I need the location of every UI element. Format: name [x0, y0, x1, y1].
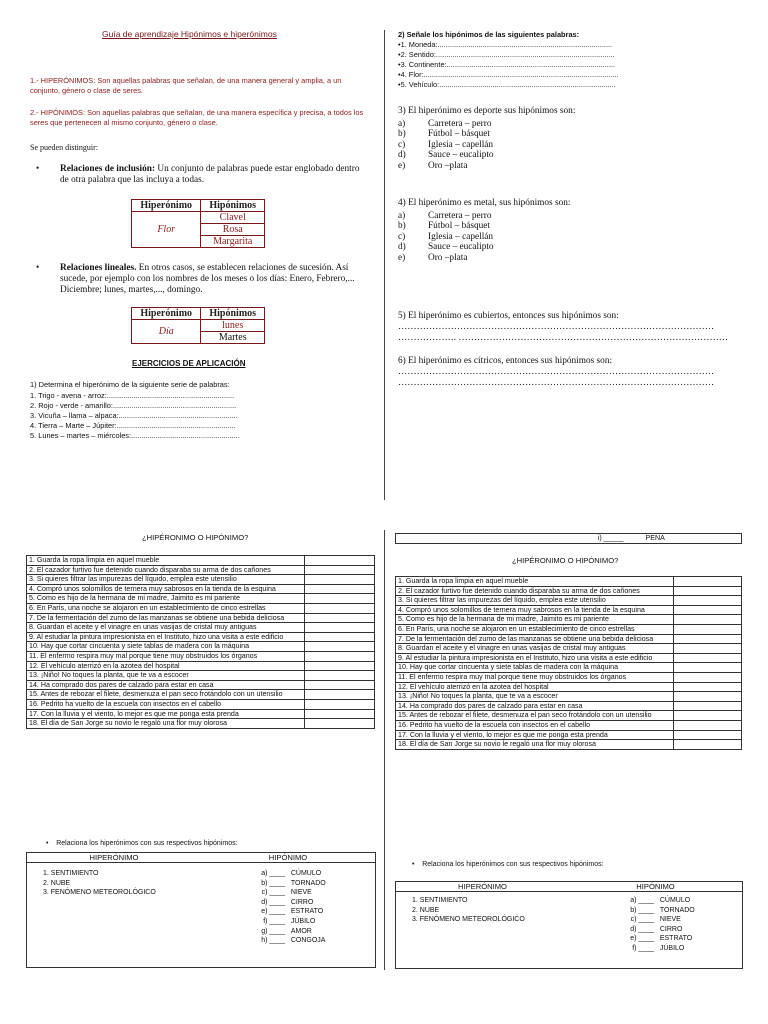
match-left-item: 3. FENÓMENO METEOROLÓGICO [412, 916, 525, 924]
exercise-2-item: •3. Continente:.................................................................................. [398, 60, 615, 69]
answer-cell[interactable] [674, 682, 742, 692]
answer-cell[interactable] [305, 632, 375, 642]
question-5-line: ………………. …………………………………………………………………………… [398, 333, 729, 343]
sentence-cell: 9. Al estudiar la pintura impresionista en el Instituto, hizo una visita a este edificio [27, 632, 305, 642]
match-word: JÚBILO [659, 944, 685, 952]
match-right-item [606, 934, 726, 944]
match-word: TORNADO [659, 906, 695, 914]
match-right-item [606, 896, 726, 906]
match-blank[interactable]: b) ____ [630, 906, 654, 914]
sentence-cell: 12. El vehículo aterrizó en la azotea del hospital [396, 682, 674, 692]
answer-cell[interactable] [305, 651, 375, 661]
table-row [396, 653, 742, 663]
sentence-cell: 8. Guardan el aceite y el vinagre en unas vasijas de cristal muy antiguas [27, 623, 305, 633]
option: d) Sauce – eucalipto [398, 242, 494, 252]
match-blank[interactable]: e) ____ [630, 935, 654, 943]
question-4 [398, 198, 738, 263]
match-blank[interactable]: d) ____ [630, 925, 654, 933]
sentence-cell: 2. El cazador furtivo fue detenido cuando disparaba su arma de dos cañones [396, 586, 674, 596]
table1-item: Clavel [201, 212, 265, 224]
match-right-list [606, 896, 726, 954]
answer-cell[interactable] [305, 661, 375, 671]
answer-cell[interactable] [674, 577, 742, 587]
exercise-2-item: •4. Flor:............................................................................................... [398, 70, 619, 79]
answer-cell[interactable] [674, 596, 742, 606]
option: c) Iglesia – capellán [398, 231, 494, 242]
table-row [396, 692, 742, 702]
match-right-item [606, 925, 726, 935]
answer-cell[interactable] [674, 711, 742, 721]
answer-cell[interactable] [674, 615, 742, 625]
exercise-1-item: 2. Rojo - verde - amarillo:............................................................ [30, 401, 237, 410]
answer-cell[interactable] [305, 680, 375, 690]
table-row [396, 701, 742, 711]
sentence-cell: 5. Como es hijo de la hermana de mi madre, Jaimito es mi pariente [27, 594, 305, 604]
match-blank[interactable]: e) ____ [261, 908, 285, 916]
exercise-2-title: 2) Señale los hipónimos de las siguientes palabras: [398, 30, 580, 39]
match-word: CÚMULO [659, 897, 691, 904]
question-3-options [398, 119, 738, 172]
exercise-1-list [30, 391, 360, 441]
option: a) Carretera – perro [398, 118, 492, 129]
match-left-item: 1. SENTIMIENTO [43, 870, 99, 877]
sentence-cell: 18. El día de San Jorge su novio le regaló una flor muy olorosa [27, 719, 305, 729]
match-right-item [237, 936, 357, 946]
exercise-1-item: 1. Trigo - avena - arroz:.............................................................. [30, 391, 235, 400]
match-blank[interactable]: h) ____ [261, 937, 285, 945]
match-right-item [606, 915, 726, 925]
match-right-item [606, 906, 726, 916]
sentence-cell: 7. De la fermentación del zumo de las manzanas se obtiene una bebida deliciosa [27, 613, 305, 623]
relaciones-inclusion-text: Un conjunto de palabras puede estar englobado dentro de otra palabra que las incluya a todas. [60, 164, 360, 185]
question-5 [398, 311, 738, 344]
table-row [27, 690, 375, 700]
exercise-2-item: •5. Vehículo:...................................................................................... [398, 80, 616, 89]
question-6-line: ………………………………………………………………………………………… [398, 367, 715, 377]
exercise-1-title: 1) Determina el hiperónimo de la siguiente serie de palabras: [30, 380, 230, 389]
match-word: CIRRO [659, 925, 683, 933]
table-row [27, 594, 375, 604]
match-word: NIEVE [659, 916, 681, 924]
relaciona-right-text: Relaciona los hiperónimos con sus respectivos hipónimos: [422, 861, 604, 868]
sentence-cell: 16. Pedrito ha vuelto de la escuela con insectos en el cabello [27, 699, 305, 709]
match-right-item [237, 927, 357, 937]
sentence-cell: 14. Ha comprado dos pares de calzado para estar en casa [27, 680, 305, 690]
table-row [27, 623, 375, 633]
answer-cell[interactable] [674, 653, 742, 663]
option: b) Fútbol – básquet [398, 129, 490, 139]
table-row [27, 719, 375, 729]
match-right-item [237, 888, 357, 898]
inclusion-table [131, 199, 265, 248]
match-right-item [237, 879, 357, 889]
exercise-1-item: 4. Tierra – Marte – Júpiter:.......................................................... [30, 421, 236, 430]
answer-cell[interactable] [674, 692, 742, 702]
sentence-cell: 17. Con la lluvia y el viento, lo mejor es que me ponga esta prenda [27, 709, 305, 719]
answer-cell[interactable] [305, 556, 375, 566]
table2-hyper-cell: Día [132, 320, 201, 344]
table-row [27, 575, 375, 585]
match-left-list [43, 869, 156, 898]
match-blank[interactable]: b) ____ [261, 879, 285, 887]
sentence-cell: 10. Hay que cortar cincuenta y siete tablas de madera con la máquina [27, 642, 305, 652]
table-row [27, 680, 375, 690]
match-blank[interactable]: a) ____ [630, 897, 654, 904]
sentence-cell: 13. ¡Niño! No toques la planta, que te va a escocer [396, 692, 674, 702]
se-pueden-distinguir: Se pueden distinguir: [30, 143, 98, 152]
pena-row [395, 533, 742, 544]
relaciones-lineales: • Relaciones lineales. En otros casos, se establecen relaciones de sucesión. Así sucede, por ejemplo con los nombres de los meses o los días: Enero, Febrero,... Diciembre; lunes, martes,..., domingo. [36, 263, 355, 295]
table2-header-hiper: Hiperónimo [132, 308, 201, 320]
table-row [27, 699, 375, 709]
answer-cell[interactable] [305, 699, 375, 709]
answer-cell[interactable] [305, 709, 375, 719]
question-5-title: 5) El hiperónimo es cubiertos, entonces sus hipónimos son: [398, 311, 619, 321]
table-row [396, 663, 742, 673]
match-right-list [237, 869, 357, 946]
answer-cell[interactable] [305, 584, 375, 594]
table-row [27, 603, 375, 613]
table-row [27, 556, 375, 566]
match-header-left [27, 853, 375, 863]
question-4-options [398, 211, 738, 264]
hh-question-right: ¿HIPÉRONIMO O HIPÓNIMO? [512, 556, 619, 565]
answer-cell[interactable] [305, 623, 375, 633]
answer-cell[interactable] [305, 613, 375, 623]
match-word: ESTRATO [659, 935, 693, 943]
table-row [396, 577, 742, 587]
match-right-item [237, 869, 357, 879]
table-row [27, 613, 375, 623]
answer-cell[interactable] [674, 730, 742, 740]
table-row [396, 644, 742, 654]
table1-item: Rosa [201, 224, 265, 236]
table-row [27, 632, 375, 642]
sentence-cell: 7. De la fermentación del zumo de las manzanas se obtiene una bebida deliciosa [396, 634, 674, 644]
relaciones-lineales-label: Relaciones lineales. [60, 263, 137, 273]
answer-cell[interactable] [305, 575, 375, 585]
question-3-title: 3) El hiperónimo es deporte sus hipónimos son: [398, 106, 576, 116]
exercise-2-item: •1. Moneda:..................................................................................... [398, 40, 613, 49]
exercise-table-left [26, 555, 375, 729]
table-row [396, 586, 742, 596]
sentence-cell: 11. El enfermo respira muy mal porque tiene muy obstruidos los órganos [396, 672, 674, 682]
sentence-cell: 8. Guardan el aceite y el vinagre en unas vasijas de cristal muy antiguas [396, 644, 674, 654]
exercise-1-item: 3. Vicuña – llama – alpaca:.......................................................... [30, 411, 238, 420]
page-divider-top [384, 30, 385, 500]
guide-title: Guía de aprendizaje Hipónimos e hiperónimos [102, 29, 277, 39]
question-5-line: ………………………………………………………………………………………… [398, 322, 715, 332]
exercise-2-list [398, 40, 738, 90]
match-blank[interactable]: d) ____ [261, 898, 285, 906]
match-header-right [396, 882, 742, 892]
match-header-hipo: HIPÓNIMO [636, 882, 675, 891]
pena-word: PENA [626, 534, 742, 544]
ejercicios-title: EJERCICIOS DE APLICACIÓN [132, 359, 246, 368]
match-word: TORNADO [290, 879, 326, 887]
table-row [396, 720, 742, 730]
match-header-hiper: HIPERÓNIMO [458, 882, 507, 891]
match-blank[interactable]: a) ____ [261, 870, 285, 877]
option: d) Sauce – eucalipto [398, 150, 494, 160]
sentence-cell: 17. Con la lluvia y el viento, lo mejor es que me ponga esta prenda [396, 730, 674, 740]
sentence-cell: 2. El cazador furtivo fue detenido cuando disparaba su arma de dos cañones [27, 565, 305, 575]
match-word: CIRRO [290, 898, 314, 906]
match-blank[interactable]: f) ____ [632, 944, 654, 952]
answer-cell[interactable] [305, 565, 375, 575]
lineal-table [131, 307, 265, 344]
sentence-cell: 18. El día de San Jorge su novio le regaló una flor muy olorosa [396, 740, 674, 750]
match-word: NIEVE [290, 889, 312, 897]
relaciones-lineales-text: En otros casos, se establecen relaciones de sucesión. Así sucede, por ejemplo con los nombres de los meses o los días: Enero, Febrero,... Diciembre; lunes, martes,..., domingo. [60, 263, 355, 295]
sentence-cell: 15. Antes de rebozar el filete, desmenuza el pan seco frotándolo con un utensilio [27, 690, 305, 700]
match-right-item [606, 944, 726, 954]
answer-cell[interactable] [674, 740, 742, 750]
sentence-cell: 6. En París, una noche se alojaron en un establecimiento de cinco estrellas [396, 624, 674, 634]
table-row [396, 672, 742, 682]
match-word: AMOR [290, 927, 312, 935]
match-left-list [412, 896, 525, 925]
answer-cell[interactable] [674, 720, 742, 730]
relaciona-left: • Relaciona los hiperónimos con sus respectivos hipónimos: [46, 840, 238, 847]
option: b) Fútbol – básquet [398, 221, 490, 231]
match-left-item: 2. NUBE [412, 906, 440, 914]
relaciones-inclusion-label: Relaciones de inclusión: [60, 164, 156, 174]
exercise-1-item: 5. Lunes – martes – miércoles:..................................................... [30, 431, 240, 440]
sentence-cell: 16. Pedrito ha vuelto de la escuela con insectos en el cabello [396, 720, 674, 730]
match-right-item [237, 917, 357, 927]
table-row [396, 605, 742, 615]
match-blank[interactable]: c) ____ [630, 916, 654, 924]
table-row [396, 634, 742, 644]
answer-cell[interactable] [674, 605, 742, 615]
table-row [27, 671, 375, 681]
sentence-cell: 9. Al estudiar la pintura impresionista en el Instituto, hizo una visita a este edificio [396, 653, 674, 663]
table-row [27, 661, 375, 671]
table2-header-hipo: Hipónimos [201, 308, 265, 320]
match-right-item [237, 898, 357, 908]
definition-hiperonimos: 1.- HIPERÓNIMOS: Son aquellas palabras que señalan, de una manera general y amplia, a un conjunto, género o clase de seres. [30, 76, 342, 95]
sentence-cell: 11. El enfermo respira muy mal porque tiene muy obstruidos los órganos [27, 651, 305, 661]
table-row [27, 709, 375, 719]
table-row [396, 615, 742, 625]
match-blank[interactable]: g) ____ [261, 927, 285, 935]
answer-cell[interactable] [305, 690, 375, 700]
exercise-table-right [395, 576, 742, 750]
answer-cell[interactable] [674, 586, 742, 596]
table-row [27, 565, 375, 575]
answer-cell[interactable] [674, 634, 742, 644]
sentence-cell: 15. Antes de rebozar el filete, desmenuza el pan seco frotándolo con un utensilio [396, 711, 674, 721]
match-box-left [26, 852, 376, 968]
question-3 [398, 106, 738, 171]
table-row [27, 584, 375, 594]
sentence-cell: 4. Compró unos solomillos de ternera muy sabrosos en la tienda de la esquina [27, 584, 305, 594]
option: c) Iglesia – capellán [398, 139, 494, 150]
table-row [396, 682, 742, 692]
match-word: ESTRATO [290, 908, 324, 916]
pena-blank[interactable]: i) _____ [396, 534, 626, 544]
answer-cell[interactable] [674, 624, 742, 634]
answer-cell[interactable] [305, 671, 375, 681]
match-left-item: 1. SENTIMIENTO [412, 897, 468, 904]
exercise-table-right-body [396, 577, 742, 750]
answer-cell[interactable] [305, 603, 375, 613]
sentence-cell: 3. Si quieres filtrar las impurezas del líquido, emplea este utensilio [27, 575, 305, 585]
answer-cell[interactable] [674, 672, 742, 682]
exercise-table-left-body [27, 556, 375, 729]
match-word: JÚBILO [290, 917, 316, 925]
option: a) Carretera – perro [398, 210, 492, 221]
sentence-cell: 14. Ha comprado dos pares de calzado para estar en casa [396, 701, 674, 711]
relaciona-right: • Relaciona los hiperónimos con sus respectivos hipónimos: [412, 861, 604, 868]
answer-cell[interactable] [674, 701, 742, 711]
match-word: CÚMULO [290, 870, 322, 877]
table-row [396, 624, 742, 634]
question-4-title: 4) El hiperónimo es metal, sus hipónimos son: [398, 198, 571, 208]
relaciones-inclusion: • Relaciones de inclusión: Un conjunto de palabras puede estar englobado dentro de otra palabra que las incluya a todas. [36, 164, 360, 185]
sentence-cell: 5. Como es hijo de la hermana de mi madre, Jaimito es mi pariente [396, 615, 674, 625]
table1-item: Margarita [201, 236, 265, 248]
answer-cell[interactable] [674, 644, 742, 654]
sentence-cell: 3. Si quieres filtrar las impurezas del líquido, emplea este utensilio [396, 596, 674, 606]
match-header-hiper: HIPERÓNIMO [89, 853, 139, 862]
table-row [27, 651, 375, 661]
answer-cell[interactable] [305, 594, 375, 604]
answer-cell[interactable] [305, 719, 375, 729]
table1-hyper-cell: Flor [132, 212, 201, 248]
answer-cell[interactable] [674, 663, 742, 673]
exercise-2-item: •2. Sentido:....................................................................................... [398, 50, 615, 59]
match-right-item [237, 907, 357, 917]
table2-item: lunes [201, 320, 265, 332]
table-row [396, 740, 742, 750]
page-divider-bottom [384, 530, 385, 970]
definition-hiponimos: 2.- HIPÓNIMOS: Son aquellas palabras que señalan, de una manera específica y precisa, a todos los seres que pertenecen al mismo conjunto, género o clase. [30, 108, 364, 127]
match-left-item: 3. FENÓMENO METEOROLÓGICO [43, 889, 156, 897]
sentence-cell: 10. Hay que cortar cincuenta y siete tablas de madera con la máquina [396, 663, 674, 673]
table2-item: Martes [201, 332, 265, 344]
hh-question-left: ¿HIPÉRONIMO O HIPÓNIMO? [142, 533, 249, 542]
answer-cell[interactable] [305, 642, 375, 652]
relaciona-left-text: Relaciona los hiperónimos con sus respectivos hipónimos: [56, 840, 238, 847]
table-row [27, 642, 375, 652]
option: e) Oro –plata [398, 160, 468, 171]
question-6-title: 6) El hiperónimo es cítricos, entonces sus hipónimos son: [398, 356, 613, 366]
match-left-item: 2. NUBE [43, 879, 71, 887]
match-blank[interactable]: c) ____ [261, 889, 285, 897]
table-row [396, 730, 742, 740]
table1-header-hipo: Hipónimos [201, 200, 265, 212]
match-blank[interactable]: f) ____ [263, 917, 285, 925]
option: e) Oro –plata [398, 252, 468, 263]
table1-header-hiper: Hiperónimo [132, 200, 201, 212]
match-header-hipo: HIPÓNIMO [268, 853, 308, 862]
sentence-cell: 1. Guarda la ropa limpia en aquel mueble [396, 577, 674, 587]
sentence-cell: 1. Guarda la ropa limpia en aquel mueble [27, 556, 305, 566]
sentence-cell: 12. El vehículo aterrizó en la azotea del hospital [27, 661, 305, 671]
question-6 [398, 356, 738, 389]
table-row [396, 596, 742, 606]
sentence-cell: 6. En París, una noche se alojaron en un establecimiento de cinco estrellas [27, 603, 305, 613]
match-box-right [395, 881, 743, 969]
match-word: CONGOJA [290, 937, 326, 945]
question-6-line: ………………………………………………………………………………………… [398, 378, 715, 388]
sentence-cell: 4. Compró unos solomillos de ternera muy sabrosos en la tienda de la esquina [396, 605, 674, 615]
sentence-cell: 13. ¡Niño! No toques la planta, que te va a escocer [27, 671, 305, 681]
table-row [396, 711, 742, 721]
